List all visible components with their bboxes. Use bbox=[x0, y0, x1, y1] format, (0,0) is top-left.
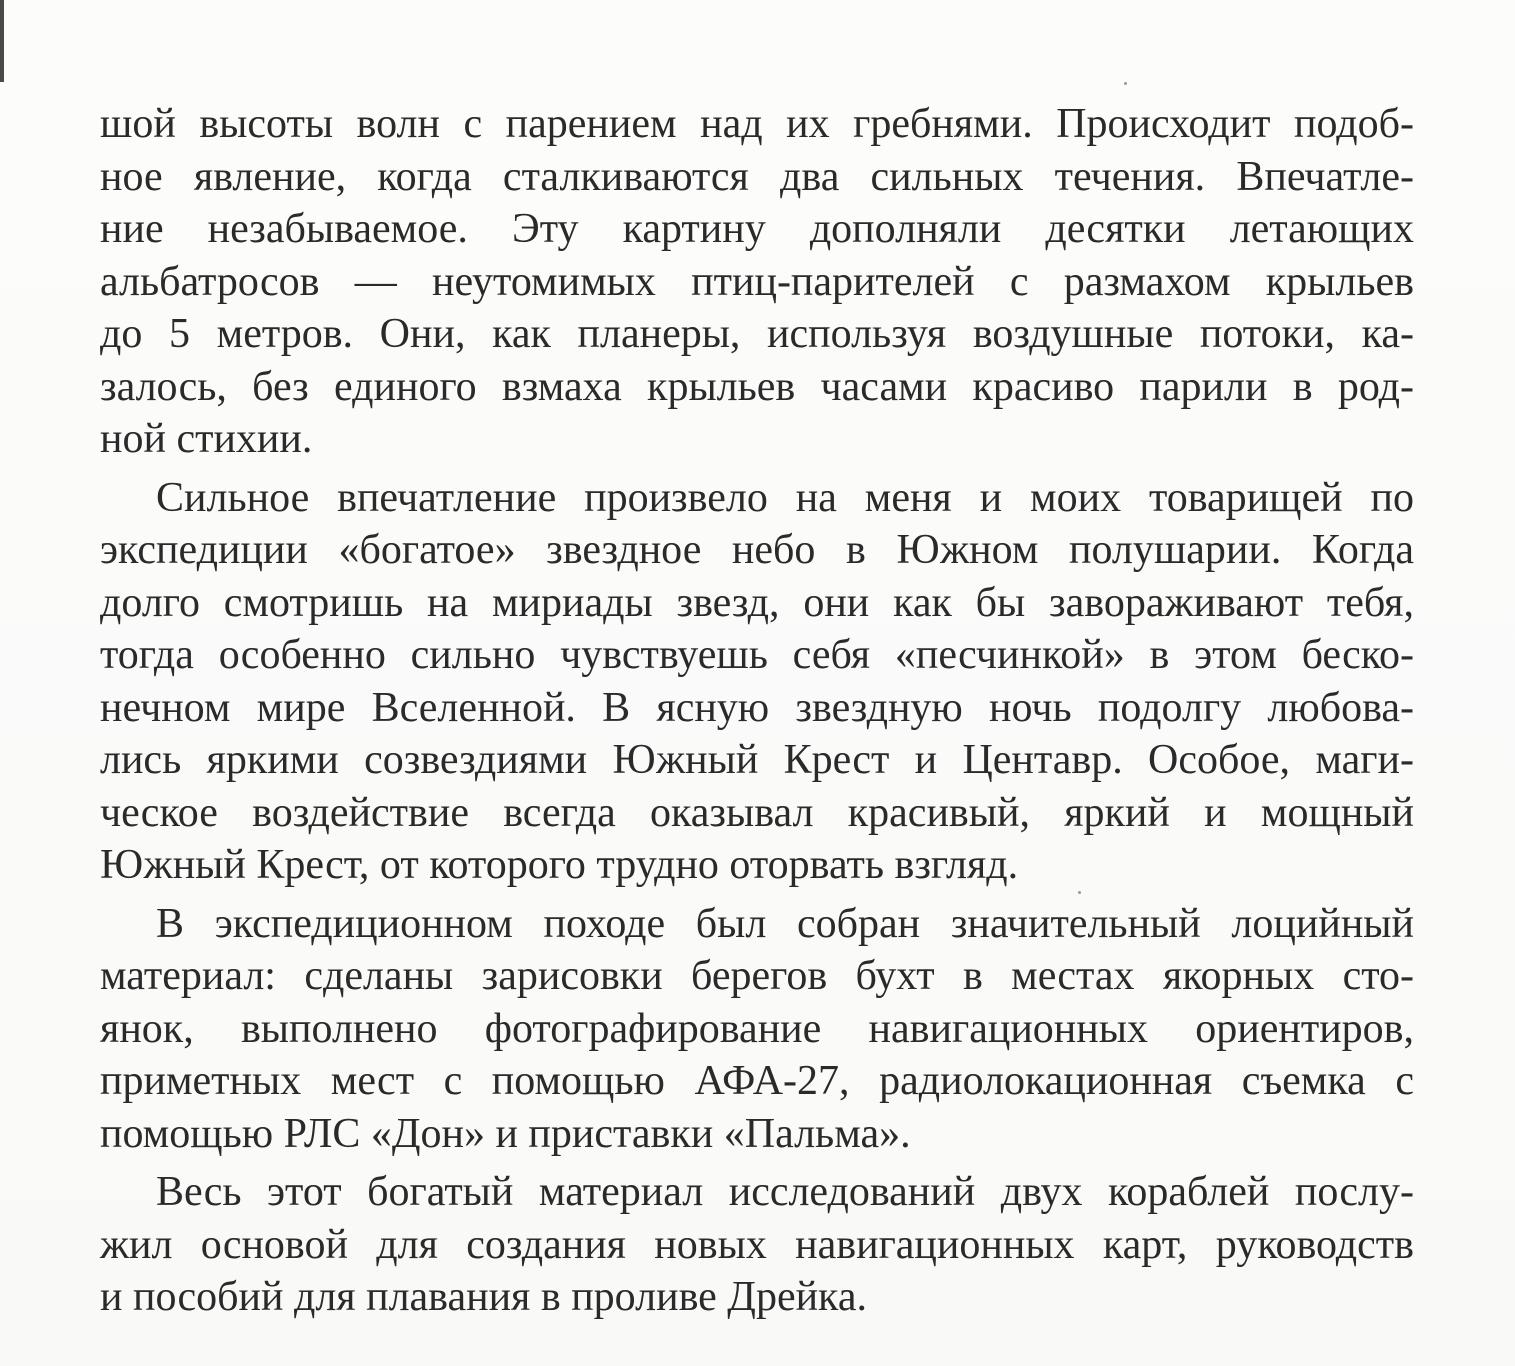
body-text bbox=[100, 98, 1414, 1324]
paragraph-4 bbox=[100, 1166, 1414, 1324]
text-line: ческое воздействие всегда оказывал красивый, яркий и мощный bbox=[100, 789, 1414, 836]
text-line: залось, без единого взмаха крыльев часами красиво парили в род- bbox=[100, 363, 1414, 410]
text-line: янок, выполнено фотографирование навигационных ориентиров, bbox=[100, 1005, 1414, 1052]
text-line: В экспедиционном походе был собран значительный лоцийный bbox=[156, 900, 1414, 947]
text-line: шой высоты волн с парением над их гребнями. Происходит подоб- bbox=[100, 101, 1414, 147]
text-line: ной стихии. bbox=[100, 416, 313, 462]
text-line: материал: сделаны зарисовки берегов бухт в местах якорных сто- bbox=[100, 953, 1414, 999]
text-line: ное явление, когда сталкиваются два сильных течения. Впечатле- bbox=[100, 153, 1414, 200]
text-line: долго смотришь на мириады звезд, они как бы завораживают тебя, bbox=[100, 579, 1414, 626]
scan-speck bbox=[1124, 82, 1127, 85]
text-line: и пособий для плавания в проливе Дрейка. bbox=[100, 1274, 867, 1320]
text-line: нечном мире Вселенной. В ясную звездную ночь подолгу любова- bbox=[100, 684, 1414, 731]
paragraph-1 bbox=[100, 98, 1414, 466]
text-line: лись яркими созвездиями Южный Крест и Центавр. Особое, маги- bbox=[100, 737, 1414, 783]
paragraph-3 bbox=[100, 898, 1414, 1161]
text-line: до 5 метров. Они, как планеры, используя воздушные потоки, ка- bbox=[100, 311, 1414, 357]
text-line: Южный Крест, от которого трудно оторвать взгляд. bbox=[100, 842, 1019, 888]
text-line: ние незабываемое. Эту картину дополняли десятки летающих bbox=[100, 206, 1414, 252]
text-line: тогда особенно сильно чувствуешь себя «песчинкой» в этом беско- bbox=[100, 632, 1414, 678]
text-line: Сильное впечатление произвело на меня и моих товарищей по bbox=[156, 474, 1414, 521]
text-line: приметных мест с помощью АФА-27, радиолокационная съемка с bbox=[100, 1058, 1414, 1104]
text-line: жил основой для создания новых навигационных карт, руководств bbox=[100, 1221, 1414, 1268]
page-edge-mark bbox=[0, 0, 4, 82]
text-line: помощью РЛС «Дон» и приставки «Пальма». bbox=[100, 1110, 911, 1157]
paragraph-2 bbox=[100, 472, 1414, 892]
text-line: альбатросов — неутомимых птиц-парителей с размахом крыльев bbox=[100, 258, 1414, 305]
text-line: Весь этот богатый материал исследований двух кораблей послу- bbox=[156, 1169, 1414, 1215]
text-line: экспедиции «богатое» звездное небо в Южном полушарии. Когда bbox=[100, 527, 1414, 573]
